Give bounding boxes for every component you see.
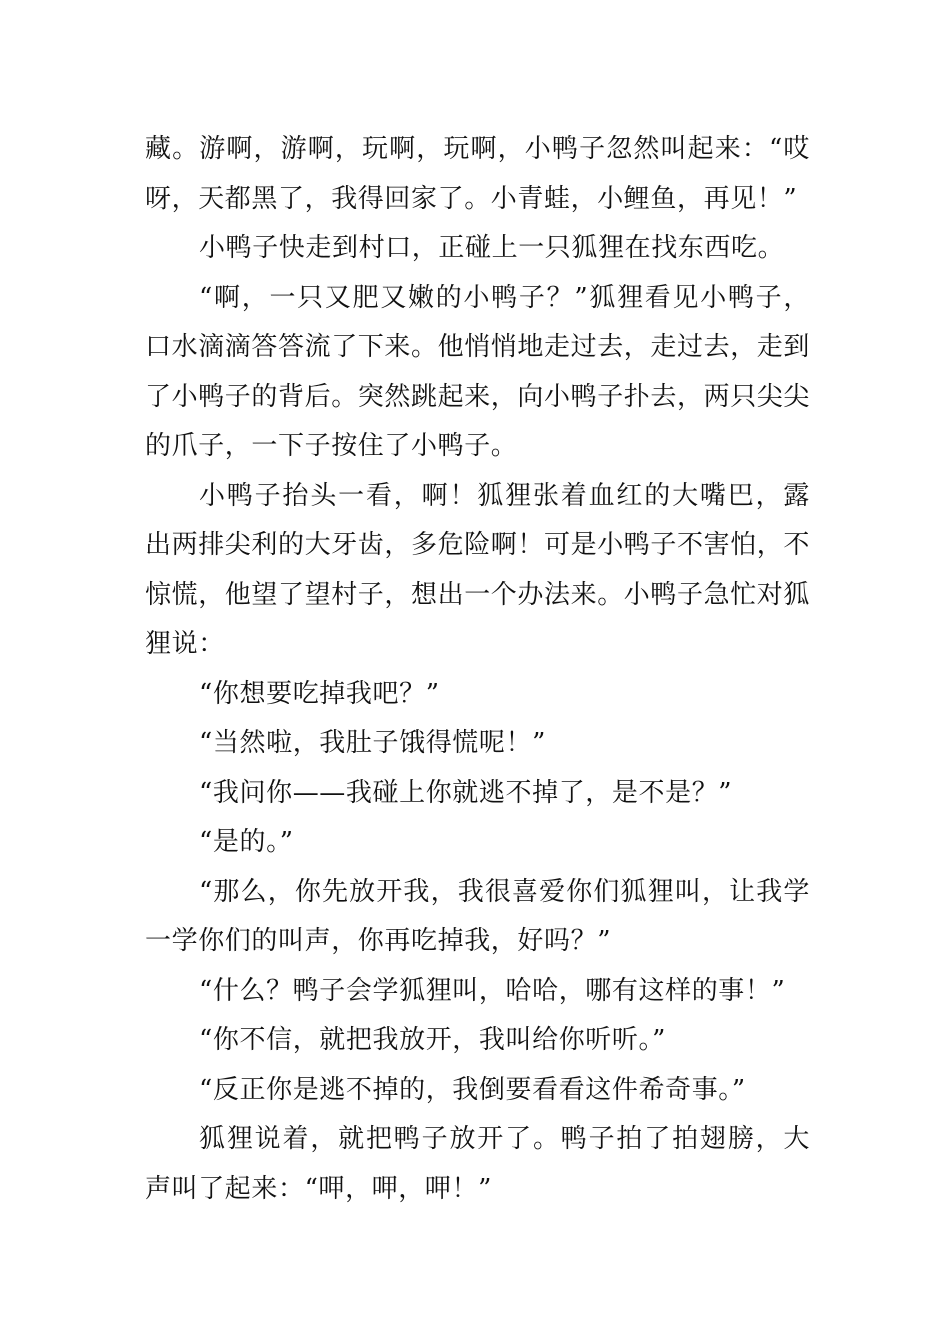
paragraph: “是的。” <box>199 827 294 857</box>
paragraph: “啊，一只又肥又嫩的小鸭子？”狐狸看见小鸭子，口水滴滴答答流了下来。他悄悄地走过去，走过去，走到了小鸭子的背后。突然跳起来，向小鸭子扑去，两只尖尖的爪子，一下子按住了小鸭子。 <box>145 282 811 461</box>
paragraph: 狐狸说着，就把鸭子放开了。鸭子拍了拍翅膀，大声叫了起来：“呷，呷，呷！” <box>145 1124 810 1204</box>
paragraph: “你想要吃掉我吧？” <box>199 678 440 709</box>
paragraph: “反正你是逃不掉的，我倒要看看这件希奇事。” <box>199 1074 746 1105</box>
paragraph: 小鸭子抬头一看，啊！狐狸张着血红的大嘴巴，露出两排尖利的大牙齿，多危险啊！可是小鸭子不害怕，不惊慌，他望了望村子，想出一个办法来。小鸭子急忙对狐狸说： <box>145 480 811 659</box>
paragraph: “我问你——我碰上你就逃不掉了，是不是？” <box>199 777 733 808</box>
paragraph: 小鸭子快走到村口，正碰上一只狐狸在找东西吃。 <box>199 233 785 263</box>
paragraph: “当然啦，我肚子饿得慌呢！” <box>199 728 546 758</box>
paragraph: “那么，你先放开我，我很喜爱你们狐狸叫，让我学一学你们的叫声，你再吃掉我，好吗？” <box>145 876 810 956</box>
paragraph: “你不信，就把我放开，我叫给你听听。” <box>199 1025 666 1055</box>
paragraph: 藏。游啊，游啊，玩啊，玩啊，小鸭子忽然叫起来：“哎呀，天都黑了，我得回家了。小青蛙，小鲤鱼，再见！” <box>145 134 810 214</box>
story-text <box>145 125 810 1214</box>
paragraph: “什么？鸭子会学狐狸叫，哈哈，哪有这样的事！” <box>199 975 786 1006</box>
